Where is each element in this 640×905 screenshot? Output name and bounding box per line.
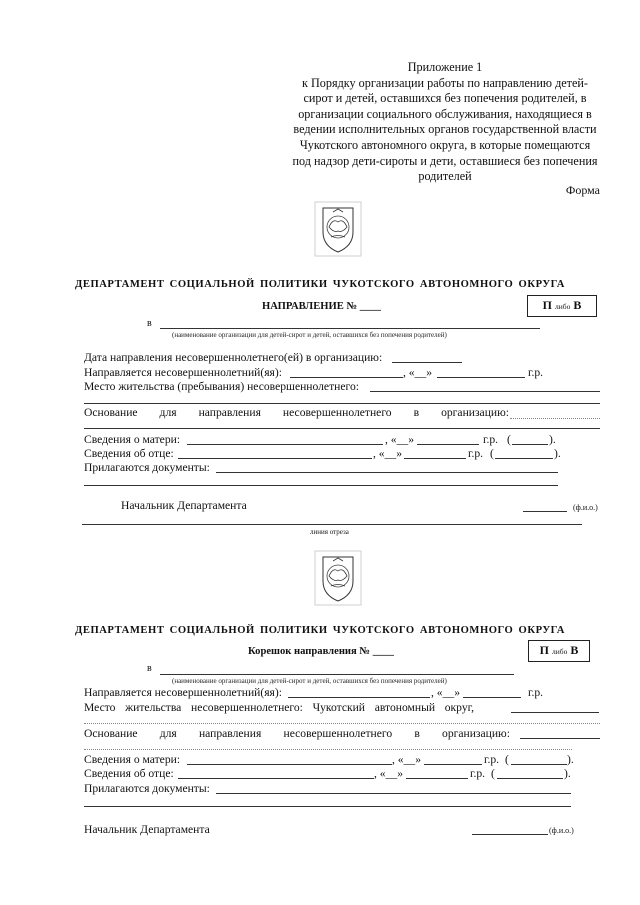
docs-field-line2[interactable]	[84, 485, 558, 486]
place-row	[84, 701, 474, 714]
basis-field[interactable]	[520, 738, 600, 739]
basis-word: для	[159, 727, 177, 740]
type-p: П	[542, 298, 552, 312]
paren-open: (	[491, 767, 495, 780]
type-v: В	[570, 643, 579, 657]
mother-year-mark: г.р.	[483, 433, 499, 446]
basis-row	[84, 727, 510, 740]
appendix-line: сирот и детей, оставшихся без попечения родителей, в	[303, 91, 587, 106]
place-word: жительства	[125, 701, 182, 714]
paren-open: (	[505, 753, 509, 766]
father-label: Сведения об отце:	[84, 447, 174, 460]
organization-field[interactable]	[160, 674, 514, 675]
docs-label: Прилагаются документы:	[84, 461, 210, 474]
basis-word: в	[414, 727, 420, 740]
father-birth-field[interactable]	[406, 778, 468, 779]
father-day-mark: , «__»	[373, 447, 402, 460]
father-extra-field[interactable]	[497, 778, 563, 779]
paren-close: ).	[554, 447, 561, 460]
basis-word: организацию:	[441, 406, 509, 419]
head-label: Начальник Департамента	[84, 823, 210, 836]
department-title: ДЕПАРТАМЕНТ СОЦИАЛЬНОЙ ПОЛИТИКИ ЧУКОТСКОГО АВТОНОМНОГО ОКРУГА	[74, 625, 565, 636]
date-label: Дата направления несовершеннолетнего(ей) в организацию:	[84, 351, 383, 364]
appendix-line: ведении исполнительных органов государственной власти	[293, 122, 597, 137]
fio-label: (ф.и.о.)	[573, 503, 598, 512]
basis-word: для	[159, 406, 177, 419]
father-extra-field[interactable]	[495, 458, 553, 459]
mother-extra-field[interactable]	[511, 764, 567, 765]
organization-hint: (наименование организации для детей-сирот и детей, оставшихся без попечения родителей)	[172, 677, 447, 685]
basis-field-line2[interactable]	[84, 749, 572, 750]
basis-word: несовершеннолетнего	[283, 727, 393, 740]
paren-close: ).	[567, 753, 574, 766]
fio-label: (ф.и.о.)	[549, 826, 574, 835]
docs-field-line2[interactable]	[84, 806, 571, 807]
mother-extra-field[interactable]	[512, 444, 548, 445]
basis-field-line2[interactable]	[84, 428, 600, 429]
birth-date-field[interactable]	[463, 697, 521, 698]
father-name-field[interactable]	[178, 458, 372, 459]
birth-day-mark: , «__»	[403, 366, 432, 379]
father-label: Сведения об отце:	[84, 767, 174, 780]
mother-day-mark: , «__»	[392, 753, 421, 766]
appendix-line: родителей	[418, 169, 472, 184]
signature-field[interactable]	[472, 834, 548, 835]
to-prefix: в	[147, 318, 152, 329]
to-prefix: в	[147, 663, 152, 674]
basis-word: в	[413, 406, 420, 419]
birth-day-mark: , «__»	[431, 686, 460, 699]
type-box	[527, 295, 597, 317]
coat-of-arms-icon	[313, 549, 363, 607]
direction-title: НАПРАВЛЕНИЕ № ____	[262, 301, 381, 312]
coat-of-arms-icon	[313, 200, 363, 258]
birth-year-mark: г.р.	[528, 366, 544, 379]
sent-label: Направляется несовершеннолетний(яя):	[84, 366, 282, 379]
department-title: ДЕПАРТАМЕНТ СОЦИАЛЬНОЙ ПОЛИТИКИ ЧУКОТСКОГО АВТОНОМНОГО ОКРУГА	[74, 279, 565, 290]
mother-name-field[interactable]	[187, 764, 392, 765]
place-field[interactable]	[511, 712, 599, 713]
docs-field[interactable]	[216, 793, 571, 794]
stub-title: Корешок направления № ____	[248, 646, 394, 657]
sent-label: Направляется несовершеннолетний(яя):	[84, 686, 282, 699]
place-word: Место	[84, 701, 116, 714]
docs-label: Прилагаются документы:	[84, 782, 210, 795]
basis-word: Основание	[84, 727, 138, 740]
appendix-line: Чукотского автономного округа, в которые помещаются	[299, 137, 591, 152]
basis-row	[84, 406, 509, 419]
cut-label: линия отреза	[310, 528, 349, 536]
child-name-field[interactable]	[290, 377, 403, 378]
docs-field[interactable]	[216, 472, 558, 473]
father-day-mark: , «__»	[374, 767, 403, 780]
paren-close: ).	[549, 433, 556, 446]
mother-birth-field[interactable]	[424, 764, 482, 765]
basis-word: несовершеннолетнего	[282, 406, 392, 419]
organization-field[interactable]	[160, 328, 540, 329]
appendix-header	[270, 60, 620, 185]
father-birth-field[interactable]	[404, 458, 466, 459]
appendix-line: к Порядку организации работы по направлению детей-	[302, 75, 588, 90]
place-word: округ,	[444, 701, 474, 714]
basis-word: организацию:	[442, 727, 510, 740]
type-box	[528, 640, 590, 662]
paren-open: (	[490, 447, 494, 460]
residence-field[interactable]	[370, 391, 600, 392]
place-word: Чукотский	[312, 701, 366, 714]
signature-field[interactable]	[523, 511, 567, 512]
place-word: автономный	[374, 701, 436, 714]
residence-label: Место жительства (пребывания) несовершеннолетнего:	[84, 380, 359, 393]
type-or: либо	[555, 302, 571, 311]
mother-label: Сведения о матери:	[84, 433, 181, 446]
residence-field-line2[interactable]	[84, 403, 600, 404]
birth-date-field[interactable]	[437, 377, 525, 378]
head-label: Начальник Департамента	[121, 499, 247, 512]
mother-year-mark: г.р.	[484, 753, 500, 766]
type-p: П	[539, 643, 549, 657]
paren-close: ).	[564, 767, 571, 780]
mother-name-field[interactable]	[187, 444, 383, 445]
mother-day-mark: , «__»	[385, 433, 414, 446]
form-label: Форма	[565, 183, 600, 197]
mother-birth-field[interactable]	[417, 444, 479, 445]
place-field-line2[interactable]	[84, 723, 600, 724]
birth-year-mark: г.р.	[528, 686, 544, 699]
cut-line	[82, 524, 582, 525]
father-name-field[interactable]	[178, 778, 374, 779]
paren-open: (	[507, 433, 511, 446]
place-word: несовершеннолетнего:	[191, 701, 303, 714]
basis-field[interactable]	[510, 418, 600, 419]
basis-word: направления	[198, 727, 262, 740]
basis-word: Основание	[84, 406, 138, 419]
date-field[interactable]	[392, 362, 462, 363]
father-year-mark: г.р.	[468, 447, 484, 460]
organization-hint: (наименование организации для детей-сирот и детей, оставшихся без попечения родителей)	[172, 331, 447, 339]
type-v: В	[573, 298, 582, 312]
child-name-field[interactable]	[288, 697, 430, 698]
appendix-line: под надзор дети-сироты и дети, оставшиеся без попечения	[292, 153, 598, 168]
appendix-title: Приложение 1	[407, 60, 483, 74]
basis-word: направления	[198, 406, 261, 419]
father-year-mark: г.р.	[470, 767, 486, 780]
mother-label: Сведения о матери:	[84, 753, 181, 766]
appendix-line: организации социального обслуживания, находящиеся в	[298, 106, 592, 121]
type-or: либо	[552, 647, 568, 656]
